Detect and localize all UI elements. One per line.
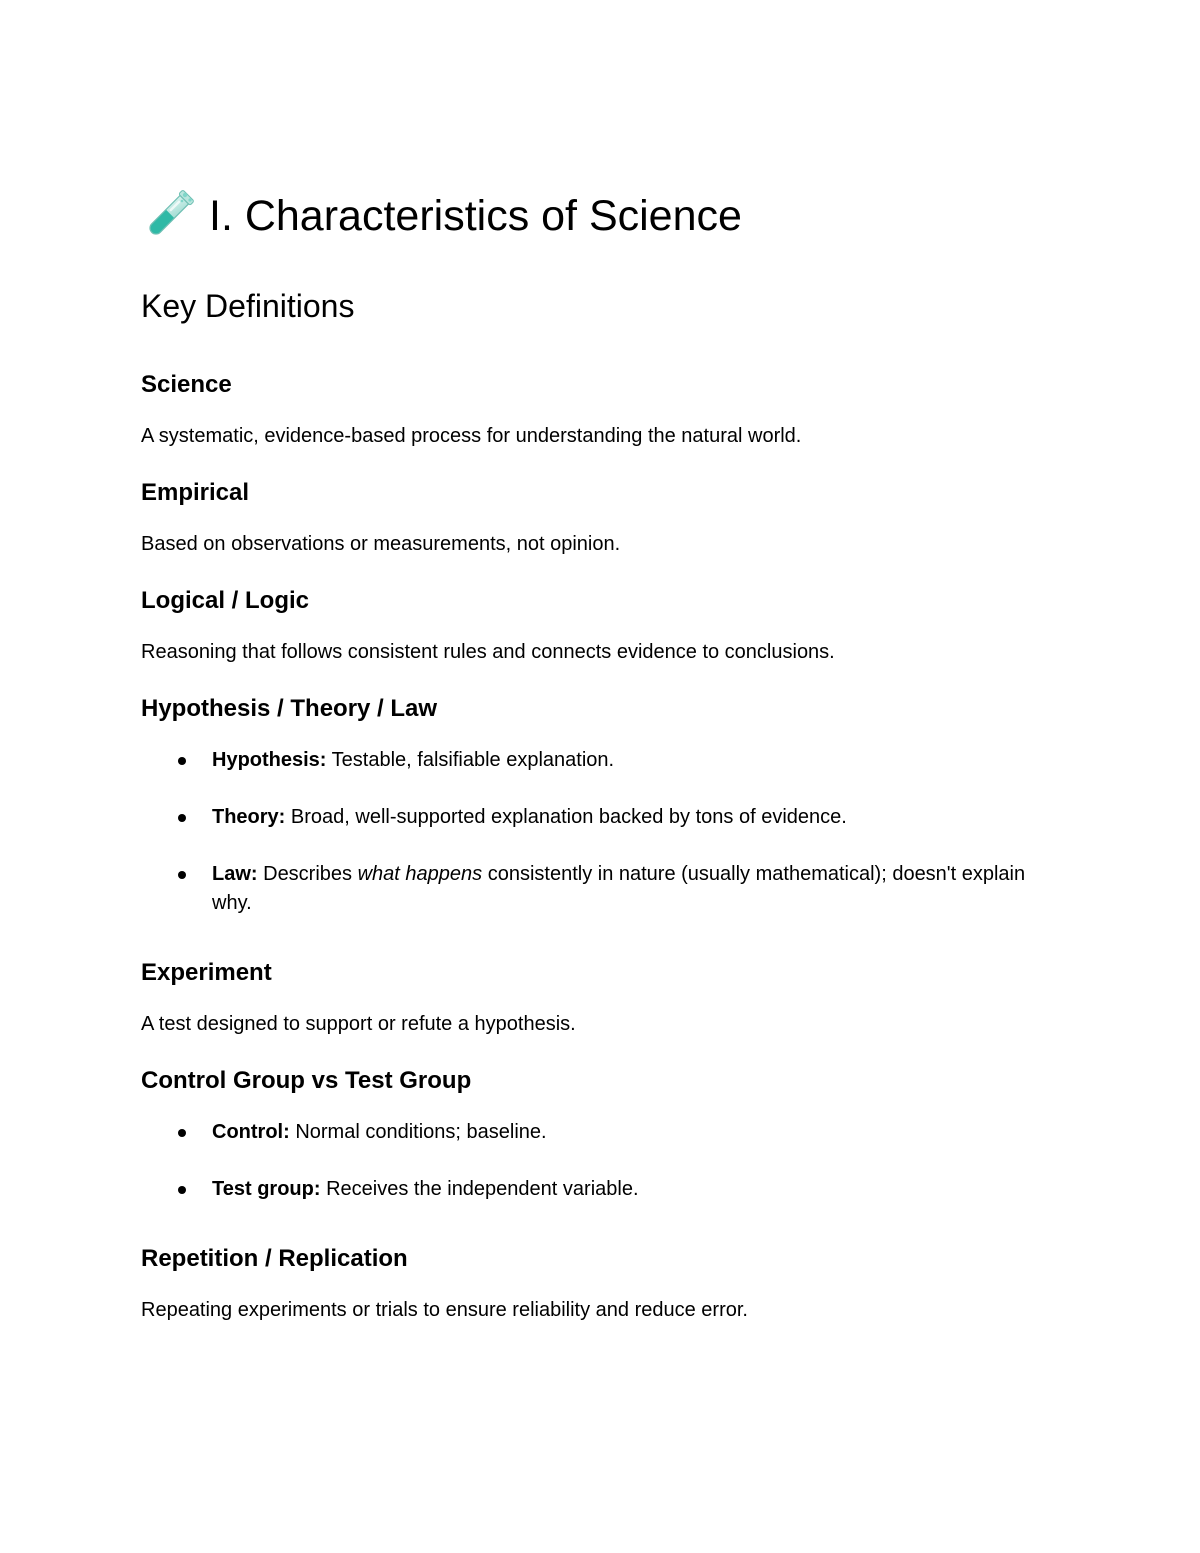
document-content <box>141 186 1041 1352</box>
list-item-hypothesis <box>141 746 1041 775</box>
page-title: I. Characteristics of Science <box>209 191 742 240</box>
term-test-group: Test group: <box>212 1178 321 1200</box>
section-heading-key-definitions: Key Definitions <box>141 288 355 324</box>
list-item-test-group <box>141 1175 1041 1204</box>
definition-experiment: A test designed to support or refute a hypothesis. <box>141 1013 576 1035</box>
heading-science: Science <box>141 371 232 398</box>
heading-empirical: Empirical <box>141 479 250 506</box>
test-tube-icon <box>141 189 195 243</box>
list-hypothesis-theory-law <box>141 746 1041 918</box>
term-law: Law: <box>212 863 258 885</box>
list-item-law <box>141 860 1041 918</box>
text-law-before: Describes <box>257 863 358 885</box>
heading-logical: Logical / Logic <box>141 587 310 614</box>
definition-logical: Reasoning that follows consistent rules and connects evidence to conclusions. <box>141 641 835 663</box>
bullet-icon <box>178 814 186 822</box>
definition-replication: Repeating experiments or trials to ensure reliability and reduce error. <box>141 1299 748 1321</box>
definition-science: A systematic, evidence-based process for understanding the natural world. <box>141 425 802 447</box>
text-hypothesis: Testable, falsifiable explanation. <box>326 749 615 771</box>
definition-empirical: Based on observations or measurements, not opinion. <box>141 533 621 555</box>
list-item-control <box>141 1118 1041 1147</box>
page-title-row <box>141 186 1041 246</box>
term-hypothesis: Hypothesis: <box>212 749 327 771</box>
heading-hypothesis-theory-law: Hypothesis / Theory / Law <box>141 695 438 722</box>
heading-replication: Repetition / Replication <box>141 1245 408 1272</box>
term-theory: Theory: <box>212 806 286 828</box>
text-test-group: Receives the independent variable. <box>320 1178 639 1200</box>
list-item-theory <box>141 803 1041 832</box>
bullet-icon <box>178 1129 186 1137</box>
heading-control-vs-test: Control Group vs Test Group <box>141 1067 472 1094</box>
bullet-icon <box>178 1186 186 1194</box>
text-control: Normal conditions; baseline. <box>289 1121 547 1143</box>
text-theory: Broad, well-supported explanation backed by tons of evidence. <box>285 806 847 828</box>
text-law-after: consistently in nature (usually mathematical); doesn't explain why. <box>212 863 1026 914</box>
term-control: Control: <box>212 1121 290 1143</box>
heading-experiment: Experiment <box>141 959 272 986</box>
list-control-vs-test <box>141 1118 1041 1204</box>
bullet-icon <box>178 757 186 765</box>
bullet-icon <box>178 871 186 879</box>
text-law-emphasis: what happens <box>357 863 483 885</box>
